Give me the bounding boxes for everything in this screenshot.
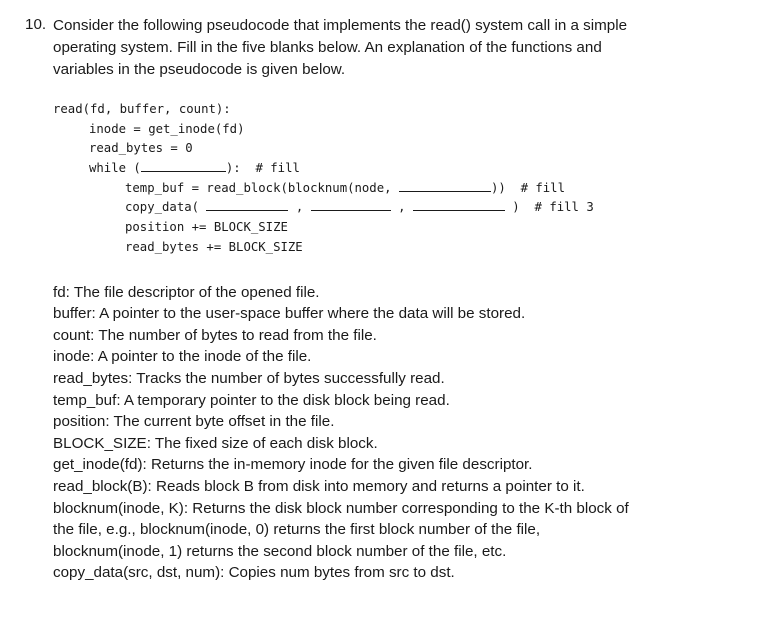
code-read-bytes-inc: read_bytes += BLOCK_SIZE [125,240,303,254]
code-inode-line: inode = get_inode(fd) [89,122,245,136]
definition-count: count: The number of bytes to read from the file. [53,327,377,344]
code-temp-buf-close: )) [490,181,506,195]
blank-copy-num[interactable] [413,199,505,211]
definition-inode: inode: A pointer to the inode of the file. [53,348,312,365]
code-read-bytes-init: read_bytes = 0 [89,141,193,155]
code-temp-buf-line [125,180,565,196]
code-while-open: while ( [89,161,141,175]
code-copy-data-line [125,199,594,215]
code-signature: read(fd, buffer, count): [53,102,231,116]
blank-copy-src[interactable] [206,199,288,211]
question-line-3: variables in the pseudocode is given below. [53,61,346,78]
definition-blocknum-cont-2: blocknum(inode, 1) returns the second block number of the file, etc. [53,543,507,560]
definition-blocknum-cont-1: the file, e.g., blocknum(inode, 0) returns the first block number of the file, [53,521,541,538]
definition-block-size: BLOCK_SIZE: The fixed size of each disk block. [53,435,378,452]
definition-temp-buf: temp_buf: A temporary pointer to the disk block being read. [53,392,450,409]
blank-copy-dst[interactable] [311,199,391,211]
code-while-close: ): [225,161,241,175]
definition-fd: fd: The file descriptor of the opened file. [53,284,320,301]
code-position-line: position += BLOCK_SIZE [125,220,288,234]
definition-copy-data: copy_data(src, dst, num): Copies num bytes from src to dst. [53,564,455,581]
code-copy-open: copy_data( [125,200,200,214]
code-while-line [89,160,300,176]
definition-blocknum: blocknum(inode, K): Returns the disk block number corresponding to the K-th block of [53,500,629,517]
definition-position: position: The current byte offset in the file. [53,413,335,430]
blank-block-index[interactable] [399,180,491,192]
code-while-comment: # fill [255,161,300,175]
code-temp-buf-comment: # fill [520,181,565,195]
definition-buffer: buffer: A pointer to the user-space buffer where the data will be stored. [53,305,526,322]
definition-get-inode: get_inode(fd): Returns the in-memory inode for the given file descriptor. [53,456,533,473]
definition-read-block: read_block(B): Reads block B from disk into memory and returns a pointer to it. [53,478,585,495]
blank-while-condition[interactable] [141,160,226,172]
code-copy-sep-1: , [295,200,304,214]
code-temp-buf-open: temp_buf = read_block(blocknum(node, [125,181,392,195]
definition-read-bytes: read_bytes: Tracks the number of bytes successfully read. [53,370,445,387]
question-line-2: operating system. Fill in the five blanks below. An explanation of the functions and [53,39,602,56]
question-line-1: Consider the following pseudocode that implements the read() system call in a simple [53,17,628,34]
code-copy-sep-2: , [398,200,406,214]
question-number: 10. [25,16,47,33]
code-copy-close: ) [512,200,520,214]
code-copy-comment: # fill 3 [534,200,594,214]
